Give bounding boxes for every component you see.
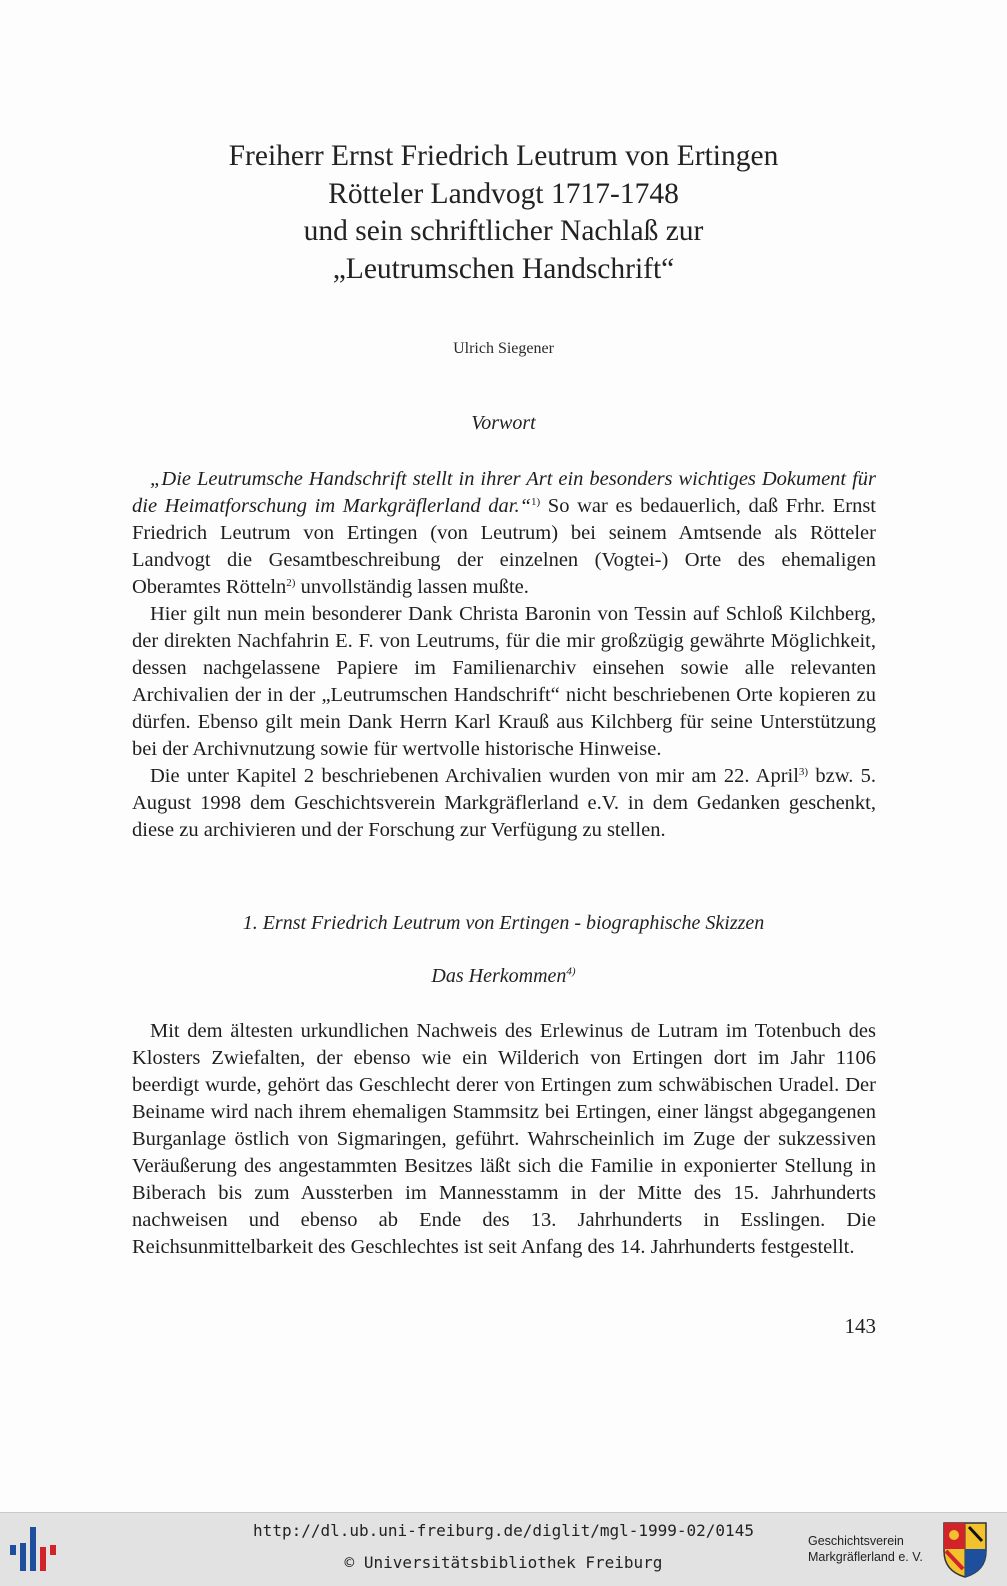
footnote-ref: 4) — [566, 965, 576, 978]
footnote-ref: 2) — [286, 577, 296, 589]
preface-heading: Vorwort — [471, 412, 536, 434]
society-line-2: Markgräflerland e. V. — [808, 1550, 923, 1564]
chapter-body — [132, 1018, 876, 1261]
society-line-1: Geschichtsverein — [808, 1534, 904, 1548]
paragraph-text: So war es bedauerlich, daß Frhr. Ernst Friedrich Leutrum von Ertingen (von Leutrum) bei seinem Amtsende als Rötteler Landvogt die Gesamtbeschreibung der einzelnen (Vogtei-) Orte des ehemaligen Oberamtes Rötteln — [132, 495, 876, 598]
copyright-notice: © Universitätsbibliothek Freiburg — [344, 1553, 663, 1572]
paragraph-text: Die unter Kapitel 2 beschriebenen Archivalien wurden von mir am 22. April — [150, 765, 799, 787]
paragraph-text: unvollständig lassen mußte. — [295, 576, 529, 598]
section-heading-text: Das Herkommen — [431, 965, 567, 987]
preface-paragraph-2: Hier gilt nun mein besonderer Dank Christa Baronin von Tessin auf Schloß Kilchberg, der direkten Nachfahrin E. F. von Leutrums, für die mir großzügig gewährte Möglichkeit, dessen nachgelassene Papiere im Familienarchiv einsehen sowie alle relevanten Archivalien der in der „Leutrumschen Handschrift“ nicht beschriebenen Orte kopieren zu dürfen. Ebenso gilt mein Dank Herrn Karl Krauß aus Kilchberg für seine Unterstützung bei der Archivnutzung sowie für wertvolle historische Hinweise. — [132, 603, 876, 760]
footnote-ref: 1) — [530, 496, 541, 508]
chapter-paragraph-1: Mit dem ältesten urkundlichen Nachweis des Erlewinus de Lutram im Totenbuch des Klosters Zwiefalten, der ebenso wie ein Wilderich von Ertingen dort im Jahr 1106 beerdigt wurde, gehört das Geschlecht derer von Ertingen zum schwäbischen Uradel. Der Beiname wird nach ihrem ehemaligen Stammsitz bei Ertingen, einer längst abgegangenen Burganlage östlich von Sigmaringen, geführt. Wahrscheinlich im Zuge der sukzessiven Veräußerung des angestammten Besitzes läßt sich die Familie in exponierter Stellung in Biberach bis zum Aussterben im Mannesstamm in der Mitte des 15. Jahrhunderts nachweisen und ebenso ab Ende des 13. Jahrhunderts in Esslingen. Die Reichsunmittelbarkeit des Geschlechtes ist seit Anfang des 14. Jahrhunderts festgestellt. — [132, 1020, 876, 1258]
title-line-3: und sein schriftlicher Nachlaß zur — [303, 215, 704, 247]
paragraph-text: bzw. 5. August 1998 dem Geschichtsverein Markgräflerland e.V. in dem Gedanken geschenkt, diese zu archivieren und der Forschung zur Verfügung zu stellen. — [132, 765, 877, 841]
footer-bar — [0, 1512, 1007, 1586]
page-number: 143 — [844, 1314, 876, 1338]
article-title — [0, 138, 1007, 288]
permalink-url[interactable]: http://dl.ub.uni-freiburg.de/diglit/mgl-1999-02/0145 — [253, 1521, 754, 1540]
quote-text: „Die Leutrumsche Handschrift stellt in ihrer Art ein besonders wichtiges Dokument für die Heimatforschung im Markgräflerland dar.“ — [132, 468, 876, 517]
title-line-1: Freiherr Ernst Friedrich Leutrum von Ertingen — [228, 140, 779, 172]
society-name[interactable] — [808, 1533, 923, 1565]
chapter-heading: 1. Ernst Friedrich Leutrum von Ertingen - biographische Skizzen — [242, 912, 765, 934]
footnote-ref: 3) — [798, 766, 809, 778]
section-heading — [0, 965, 1007, 988]
preface-body — [132, 466, 876, 844]
preface-paragraph-3 — [132, 763, 876, 844]
coat-of-arms-icon — [942, 1521, 988, 1579]
author-name: Ulrich Siegener — [453, 340, 554, 357]
title-line-2: Rötteler Landvogt 1717-1748 — [328, 177, 679, 210]
title-line-4: „Leutrumschen Handschrift“ — [332, 252, 675, 285]
preface-paragraph-1 — [132, 466, 876, 601]
